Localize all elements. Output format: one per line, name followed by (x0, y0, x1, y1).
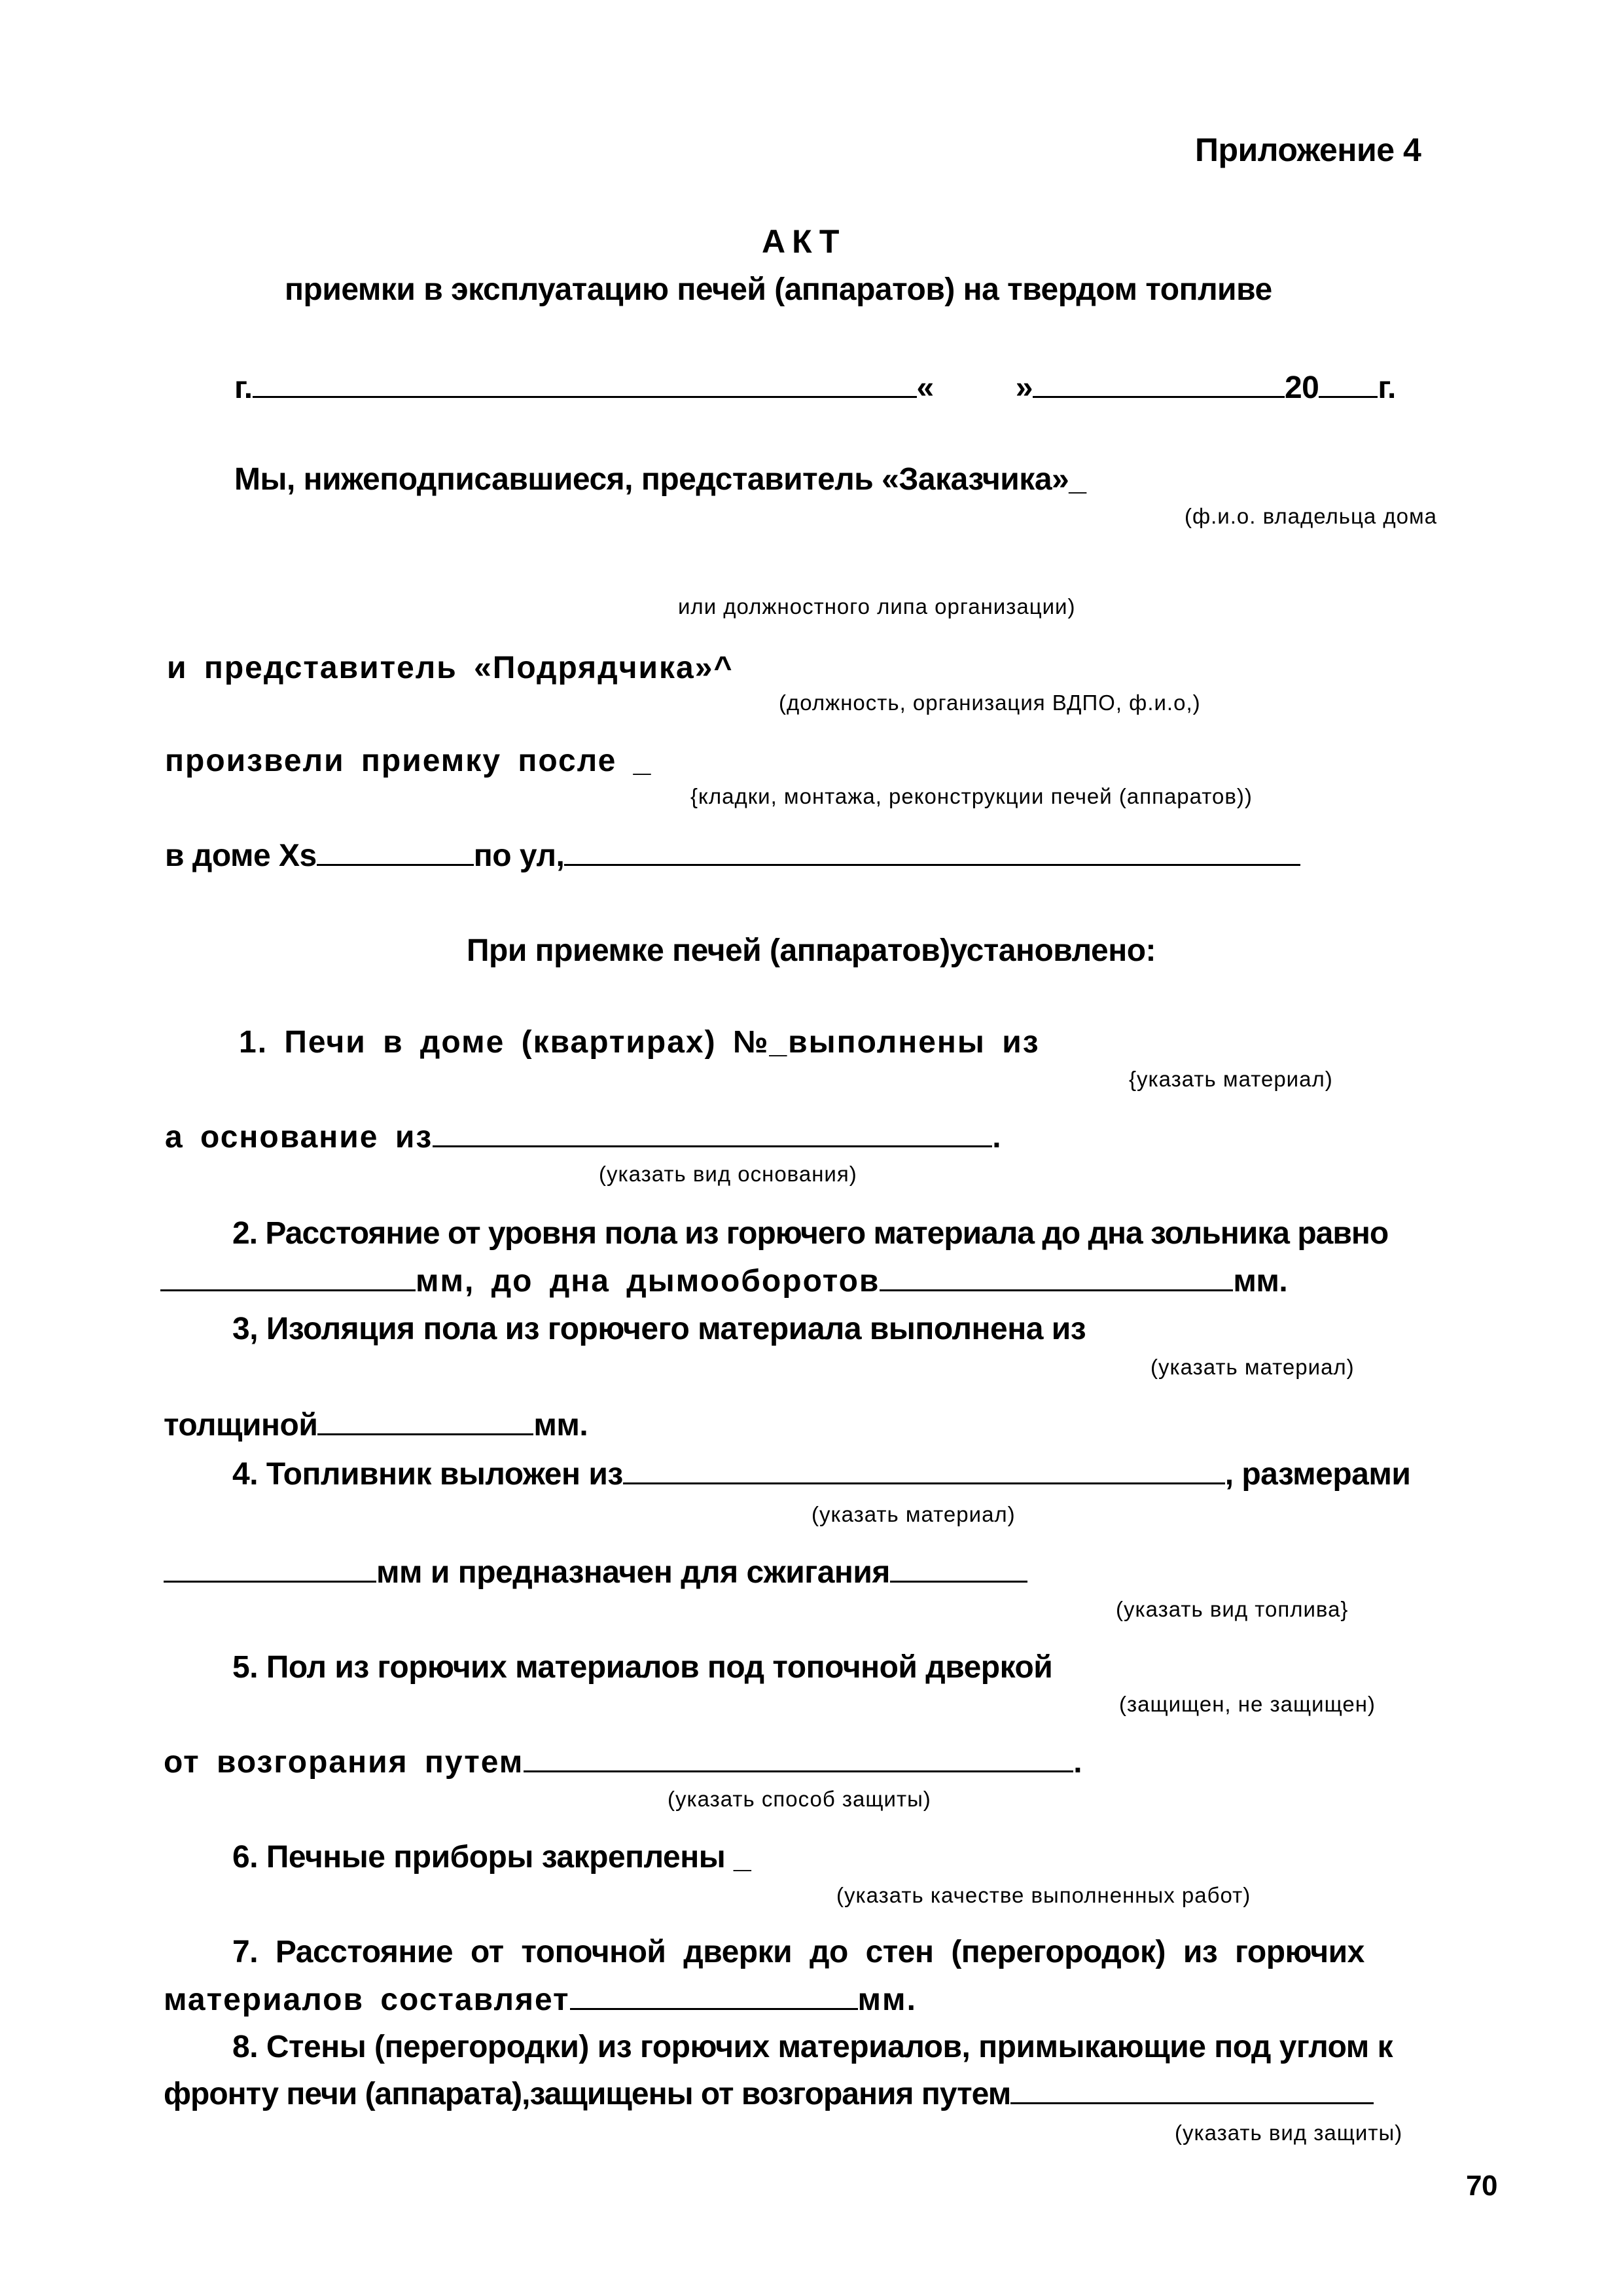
contractor-text: и представитель «Подрядчика»^ (167, 651, 734, 685)
appendix-label: Приложение 4 (1195, 132, 1421, 168)
item-5-hint: (защищен, не защищен) (1119, 1692, 1376, 1716)
protection-method-hint: (указать способ защиты) (668, 1787, 931, 1811)
item-3-text: 3, Изоляция пола из горючего материала выполнена из (232, 1312, 1086, 1346)
item-7-line2 (164, 1982, 917, 2018)
item-5-period: . (1073, 1745, 1084, 1780)
street-label: по ул, (473, 838, 565, 873)
ignition-label: от возгорания путем (164, 1745, 524, 1780)
page-number: 70 (1466, 2170, 1497, 2202)
item-1-text: 1. Печи в доме (квартирах) №_выполнены из (239, 1025, 1040, 1060)
item-8-label: фронту печи (аппарата),защищены от возгорания путем (164, 2077, 1011, 2111)
protection-method-field[interactable] (524, 1744, 1073, 1772)
document-title: АКТ (762, 223, 846, 260)
thickness-line (164, 1407, 588, 1443)
thickness-unit: мм. (533, 1408, 588, 1443)
base-line (165, 1119, 1003, 1155)
customer-hint-1: (ф.и.о. владельца дома (1185, 504, 1438, 528)
customer-text: Мы, нижеподписавшиеся, представитель «Заказчика»_ (234, 462, 1086, 497)
firebox-size-field[interactable] (164, 1554, 376, 1583)
thickness-field[interactable] (317, 1407, 533, 1435)
base-label: а основание из (165, 1120, 433, 1155)
open-quote: « (916, 370, 934, 405)
established-heading: При приемке печей (аппаратов)установлено: (467, 933, 1156, 968)
door-distance-field[interactable] (570, 1982, 858, 2010)
item-5-line2 (164, 1744, 1084, 1780)
item-8-hint: (указать вид защиты) (1175, 2121, 1403, 2145)
item-2-line1: 2. Расстояние от уровня пола из горючего материала до дна зольника равно (232, 1216, 1389, 1251)
year-suffix: г. (1378, 370, 1396, 405)
item-4-line (232, 1456, 1410, 1492)
wall-protection-field[interactable] (1010, 2076, 1374, 2104)
contractor-hint: (должность, организация ВДПО, ф.и.о,) (779, 691, 1201, 715)
item-4-fuel-text: мм и предназначен для сжигания (376, 1555, 890, 1590)
item-7-unit: мм. (857, 1982, 917, 2017)
item-8-line1: 8. Стены (перегородки) из горючих материалов, примыкающие под углом к (232, 2030, 1393, 2064)
item-4-hint: (указать материал) (812, 1502, 1016, 1526)
base-hint: (указать вид основания) (599, 1162, 857, 1186)
fuel-hint: (указать вид топлива} (1116, 1597, 1349, 1621)
fuel-field[interactable] (890, 1554, 1027, 1583)
item-4-size: , размерами (1224, 1457, 1411, 1492)
item-4-line2 (164, 1554, 1027, 1590)
item-2-end: мм. (1233, 1264, 1288, 1299)
acceptance-hint: {кладки, монтажа, реконструкции печей (аппаратов)) (690, 784, 1253, 808)
smoke-turns-distance-field[interactable] (880, 1263, 1233, 1291)
item-1-hint: {указать материал) (1129, 1067, 1333, 1091)
item-7-line1: 7. Расстояние от топочной дверки до стен (перегородок) из горючих (232, 1935, 1364, 1969)
ash-pit-distance-field[interactable] (160, 1263, 416, 1291)
customer-hint-2: или должностного липа организации) (678, 594, 1076, 619)
item-6-hint: (указать качестве выполненных работ) (836, 1883, 1251, 1907)
date-line (234, 370, 1396, 406)
close-quote: » (1015, 370, 1033, 405)
item-7-label: материалов составляет (164, 1982, 570, 2017)
base-period: . (992, 1120, 1003, 1155)
base-field[interactable] (433, 1119, 992, 1147)
item-4-text: 4. Топливник выложен из (232, 1457, 623, 1492)
house-number-field[interactable] (317, 838, 474, 866)
month-field[interactable] (1033, 370, 1285, 398)
item-5-text: 5. Пол из горючих материалов под топочной дверкой (232, 1650, 1053, 1685)
firebox-material-field[interactable] (623, 1456, 1225, 1484)
address-line (165, 838, 1300, 874)
item-3-hint: (указать материал) (1150, 1355, 1355, 1379)
house-label: в доме Xs (165, 838, 317, 873)
city-prefix: г. (234, 370, 253, 405)
item-2-mid: мм, до дна дымооборотов (416, 1264, 880, 1299)
item-2-line2 (160, 1263, 1287, 1299)
item-8-line2 (164, 2076, 1374, 2112)
street-field[interactable] (564, 838, 1300, 866)
item-6-text: 6. Печные приборы закреплены _ (232, 1840, 751, 1874)
acceptance-text: произвели приемку после _ (165, 744, 652, 778)
year-prefix: 20 (1284, 370, 1319, 405)
year-field[interactable] (1319, 370, 1378, 398)
city-field[interactable] (253, 370, 917, 398)
thickness-label: толщиной (164, 1408, 318, 1443)
document-subtitle: приемки в эксплуатацию печей (аппаратов) на твердом топливе (285, 272, 1272, 307)
